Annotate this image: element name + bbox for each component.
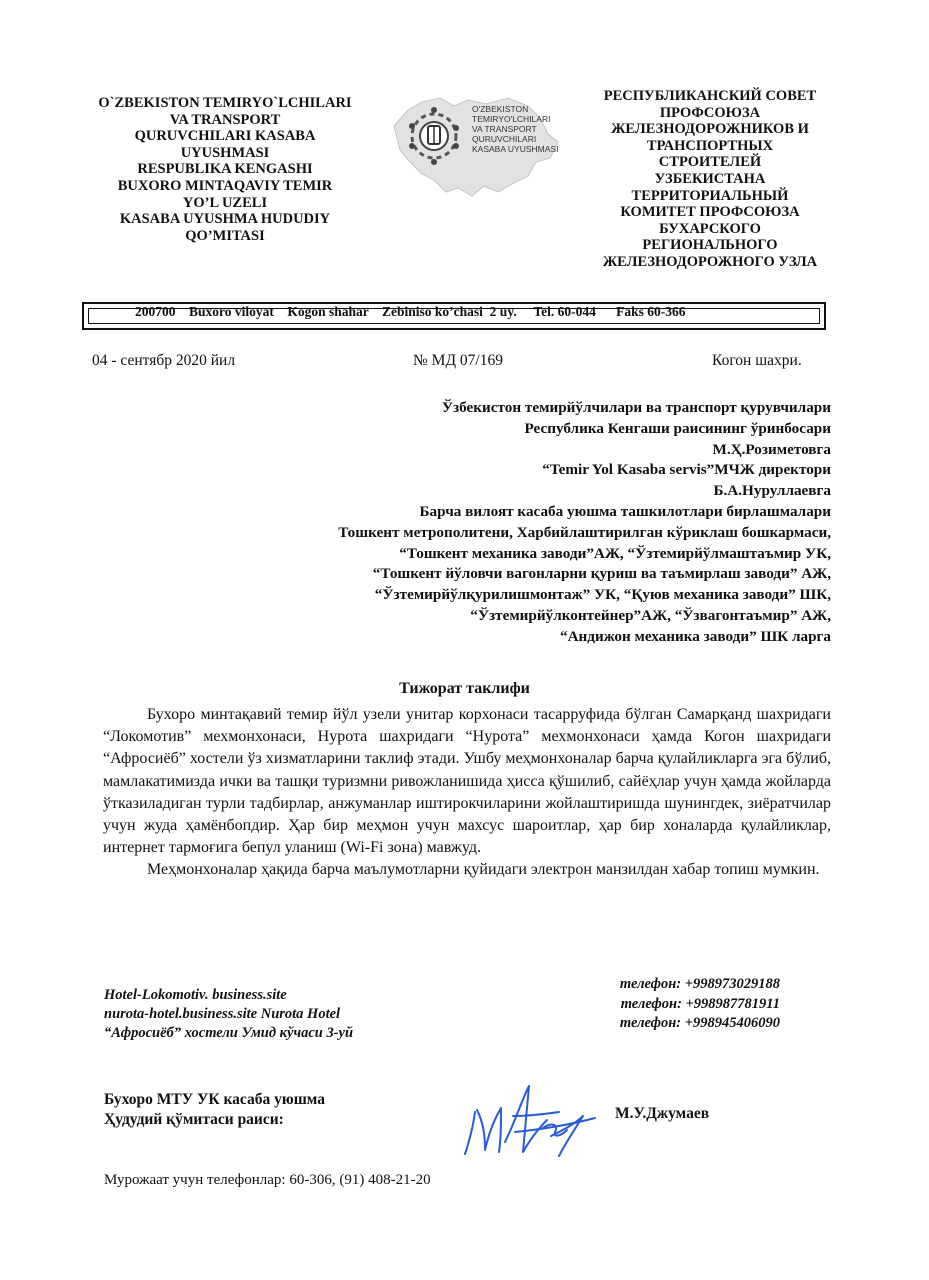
recipient-line: “Тошкент йўловчи вагонларни қуриш ва таъмирлаш заводи” АЖ,: [372, 565, 831, 583]
header-left-line: BUXORO MINTAQAVIY TEMIR: [117, 177, 333, 194]
contact-phone: телефон: +998973029188: [619, 976, 780, 992]
contact-website: nurota-hotel.business.site Nurota Hotel: [104, 1005, 341, 1022]
signatory-position: Бухоро МТУ УК касаба уюшма Ҳудудий қўмитаси раиси:: [104, 1091, 325, 1128]
header-right-line: БУХАРСКОГО: [659, 220, 761, 237]
header-right-line: РЕСПУБЛИКАНСКИЙ СОВЕТ: [603, 88, 817, 104]
header-right-line: ТЕРРИТОРИАЛЬНЫЙ: [631, 187, 789, 204]
recipient-line: Б.А.Нуруллаевга: [713, 482, 831, 500]
letter-date: 04 - сентябр 2020 йил: [92, 352, 236, 369]
recipient-line: Тошкент метрополитени, Харбийлаштирилган кўриклаш бошкармаси,: [338, 523, 831, 541]
header-right-line: ЖЕЛЕЗНОДОРОЖНОГО УЗЛА: [602, 253, 818, 270]
header-left-line: O`ZBEKISTON TEMIRYO`LCHILARI: [98, 95, 352, 111]
header-left-line: RESPUBLIKA KENGASHI: [137, 161, 313, 178]
handwritten-signature: [455, 1072, 605, 1167]
header-right-ru: [565, 88, 855, 271]
recipient-line: “Тошкент механика заводи”АЖ, “Ўзтемирйўлмаштаъмир УК,: [399, 544, 831, 562]
contact-phone: телефон: +998945406090: [619, 1015, 780, 1032]
letter-city: Когон шахри.: [712, 352, 802, 369]
recipient-line: “Temir Yol Kasaba servis”МЧЖ директори: [542, 461, 831, 479]
footer-contact-phones: Мурожаат учун телефонлар: 60-306, (91) 408-21-20: [104, 1172, 431, 1188]
body-paragraph: Меҳмонхоналар ҳақида барча маълумотларни қуйидаги электрон манзилдан хабар топиш мумкин.: [147, 861, 820, 879]
logo-text: O'ZBEKISTON TEMIRYO'LCHILARI VA TRANSPORT QURUVCHILARI KASABA UYUSHMASI: [472, 104, 559, 154]
recipient-line: Барча вилоят касаба уюшма ташкилотлари бирлашмалари: [419, 502, 831, 520]
recipient-line: “Ўзтемирйўлконтейнер”АЖ, “Ўзвагонтаъмир” АЖ,: [470, 606, 831, 624]
letter-number: № МД 07/169: [413, 352, 503, 369]
recipients-block: [191, 398, 831, 648]
header-right-line: КОМИТЕТ ПРОФСОЮЗА: [620, 204, 800, 221]
recipient-line: “Ўзтемирйўлқурилишмонтаж” УК, “Қуюв механика заводи” ШК,: [374, 586, 831, 604]
signatory-name: М.У.Джумаев: [615, 1105, 710, 1122]
header-left-line: QO’MITASI: [185, 227, 265, 244]
contact-website: Hotel-Lokomotiv. business.site: [104, 987, 287, 1003]
contacts-websites: [104, 986, 353, 1042]
header-left-line: QURUVCHILARI KASABA: [134, 128, 316, 145]
header-left-line: YO’L UZELI: [182, 194, 268, 211]
contact-phone: телефон: +998987781911: [620, 995, 780, 1012]
header-right-line: СТРОИТЕЛЕЙ: [658, 154, 762, 171]
contacts-phones: [566, 975, 780, 1034]
signature-icon: [455, 1072, 605, 1167]
recipient-line: Республика Кенгаши раисининг ўринбосари: [524, 419, 831, 437]
header-right-line: ЖЕЛЕЗНОДОРОЖНИКОВ И: [611, 121, 809, 138]
union-logo: [388, 88, 566, 206]
recipient-line: Ўзбекистон темирйўлчилари ва транспорт қурувчилари: [441, 399, 831, 416]
header-right-line: РЕГИОНАЛЬНОГО: [642, 237, 778, 254]
header-left-line: VA TRANSPORT: [169, 111, 281, 128]
recipient-line: М.Ҳ.Розиметовга: [712, 440, 831, 458]
recipient-line: “Андижон механика заводи” ШК ларга: [559, 627, 831, 645]
address-line: 200700 Buxoro viloyat Kogon shahar Zebiniso ko’chasi 2 uy. Tel. 60-044 Faks 60-366: [135, 304, 686, 319]
header-right-line: ТРАНСПОРТНЫХ: [646, 137, 774, 154]
header-right-line: ПРОФСОЮЗА: [659, 104, 761, 121]
header-left-uz: [80, 95, 370, 244]
document-title: Тижорат таклифи: [399, 680, 530, 697]
body-paragraph: Бухоро минтақавий темир йўл узели унитар корхонаси тасарруфида бўлган Самарқанд шахридаги “Локомотив” мехмонхонаси, Нурота шахридаги “Нурота” мехмонхонаси ҳамда Когон шахридаги “Афросиёб” хостели ўз хизматларини таклиф этади. Ушбу меҳмонхоналар барча қулайликларга эга бўлиб, мамлакатимизда ички ва ташқи туризмни ривожланишида ҳисса қўшилиб, сайёҳлар учун ҳамда жойларда ўтказиладиган турли тадбирлар, анжуманлар иштирокчиларини жойлаштиришда шунингдек, зиёратчилар учун жуда ҳамёнбопдир. Ҳар бир меҳмон учун махсус шароитлар, ҳар бир хоналарда қулайликлар, интернет тармоғига бепул уланиш (Wi-Fi зона) мавжуд.: [103, 706, 831, 857]
letter-body: [103, 704, 831, 882]
header-left-line: KASABA UYUSHMA HUDUDIY: [119, 211, 331, 228]
contact-address: “Афросиёб” хостели Умид кўчаси 3-уй: [104, 1024, 354, 1041]
header-left-line: UYUSHMASI: [180, 144, 270, 161]
header-right-line: УЗБЕКИСТАНА: [654, 170, 766, 187]
